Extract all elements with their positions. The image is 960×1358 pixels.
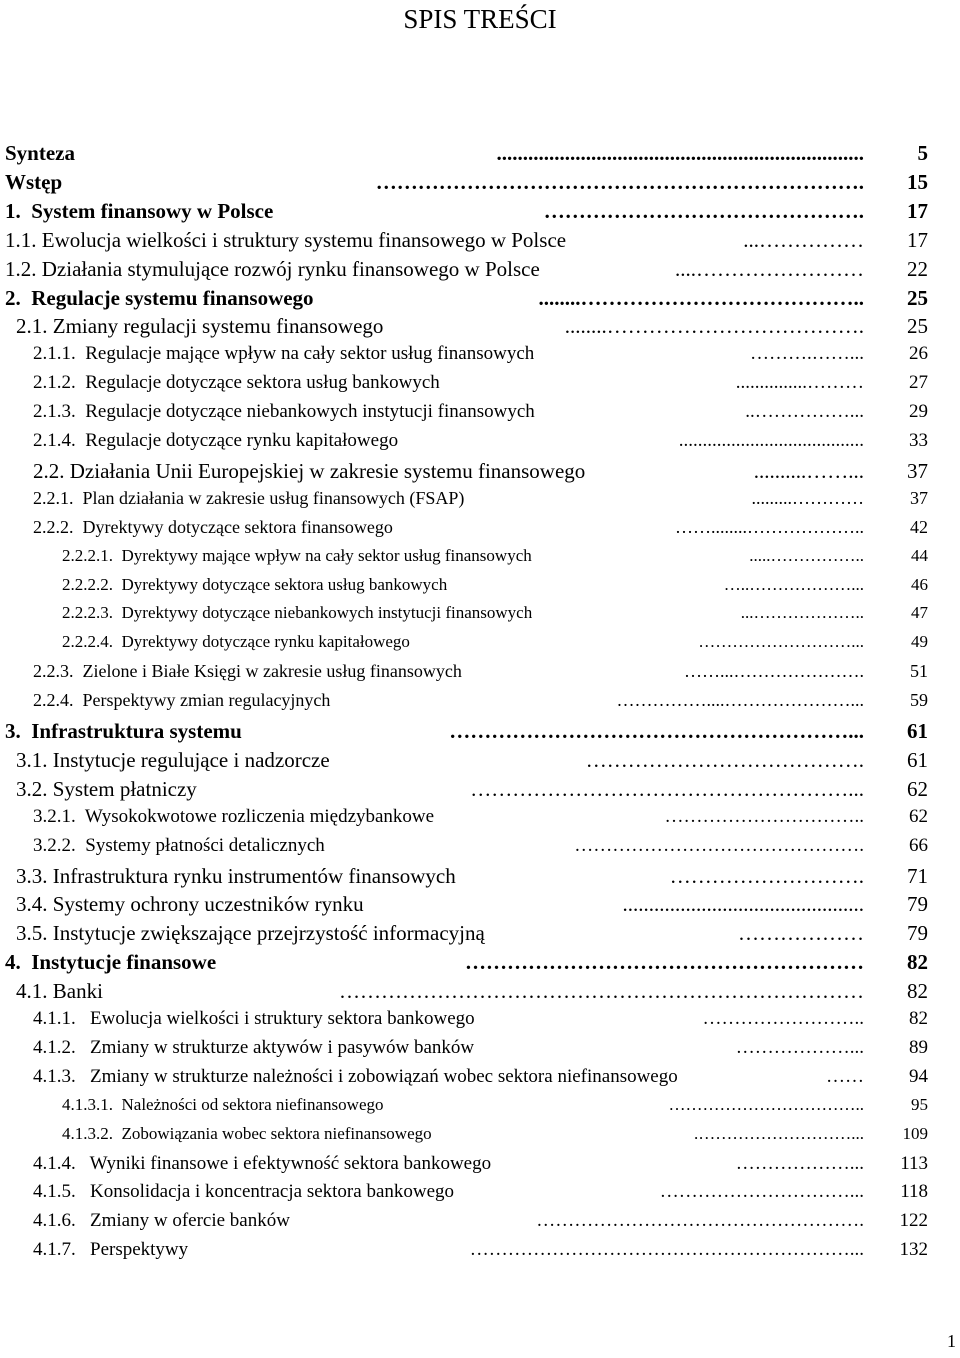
toc-entry-page: 51: [910, 661, 928, 682]
toc-entry[interactable]: [0, 170, 960, 199]
toc-entry[interactable]: [0, 1181, 960, 1210]
toc-entry-title: 4.1.7. Perspektywy: [33, 1239, 189, 1261]
toc-entry-leader: …………………………………………………………….: [370, 169, 864, 194]
toc-entry[interactable]: [0, 719, 960, 748]
toc-entry-title: 2.2.2.2. Dyrektywy dotyczące sektora usług bankowych: [62, 574, 448, 594]
toc-entry[interactable]: [0, 1066, 960, 1095]
toc-entry-page: 33: [909, 430, 928, 451]
toc-entry-page: 62: [909, 805, 928, 827]
toc-entry-title: 4.1.3.1. Należności od sektora niefinansowego: [62, 1094, 384, 1114]
toc-entry-title: 2. Regulacje systemu finansowego: [5, 285, 314, 310]
toc-entry-page: 37: [910, 487, 928, 508]
toc-entry-page: 122: [899, 1210, 928, 1232]
toc-entry-page: 25: [907, 314, 928, 339]
toc-entry[interactable]: [0, 459, 960, 488]
toc-entry-page: 61: [907, 747, 928, 772]
toc-entry[interactable]: [0, 1008, 960, 1037]
toc-entry-title: 4.1.6. Zmiany w ofercie banków: [33, 1210, 290, 1232]
toc-entry-leader: ……........………………..: [670, 516, 864, 537]
toc-entry-page: 94: [909, 1065, 928, 1087]
toc-entry[interactable]: [0, 1037, 960, 1066]
toc-entry-title: 4.1.5. Konsolidacja i koncentracja sektora bankowego: [33, 1181, 455, 1203]
toc-entry[interactable]: [0, 141, 960, 170]
toc-entry-leader: ……….……...: [745, 343, 864, 365]
toc-entry[interactable]: [0, 950, 960, 979]
toc-entry[interactable]: [0, 286, 960, 315]
toc-entry-title: 3.2.1. Wysokokwotowe rozliczenia międzybankowe: [33, 805, 435, 827]
toc-entry-page: 46: [911, 574, 928, 594]
toc-entry-leader: …………………………...: [655, 1181, 864, 1203]
toc-entry-leader: ……………………………………….: [569, 834, 864, 856]
toc-entry-title: 4.1. Banki: [16, 979, 103, 1004]
toc-entry-page: 25: [907, 285, 928, 310]
toc-entry-title: 2.1.3. Regulacje dotyczące niebankowych instytucji finansowych: [33, 401, 535, 423]
toc-entry-title: 3.3. Infrastruktura rynku instrumentów finansowych: [16, 863, 456, 888]
toc-entry-title: 1.1. Ewolucja wielkości i struktury systemu finansowego w Polsce: [5, 227, 567, 252]
toc-entry-page: 113: [900, 1152, 928, 1174]
toc-entry-title: 3.1. Instytucje regulujące i nadzorcze: [16, 747, 330, 772]
toc-entry[interactable]: [0, 488, 960, 517]
toc-entry[interactable]: [0, 1124, 960, 1153]
toc-entry[interactable]: [0, 372, 960, 401]
toc-entry-leader: ...……………: [738, 227, 864, 252]
toc-entry-page: 29: [909, 401, 928, 423]
toc-entry[interactable]: [0, 603, 960, 632]
toc-entry[interactable]: [0, 517, 960, 546]
page-title: SPIS TREŚCI: [403, 4, 557, 34]
toc-entry-leader: ………………………………………………...: [465, 776, 864, 801]
toc-entry-leader: …………………………………………………...: [444, 719, 864, 743]
toc-entry-page: 22: [907, 256, 928, 281]
toc-entry-title: 2.2.2.1. Dyrektywy mające wpływ na cały sektor usług finansowych: [62, 545, 532, 565]
toc-entry-leader: ..............................................: [617, 892, 864, 917]
toc-entry-title: 4.1.1. Ewolucja wielkości i struktury sektora bankowego: [33, 1008, 475, 1029]
toc-entry-page: 15: [907, 169, 928, 194]
toc-entry-leader: ........……………………………….: [564, 314, 864, 339]
toc-entry[interactable]: [0, 430, 960, 459]
toc-entry-title: 2.2. Działania Unii Europejskiej w zakresie systemu finansowego: [33, 458, 586, 483]
toc-entry-leader: …………………………………………………: [459, 950, 864, 975]
toc-entry-page: 66: [909, 834, 928, 856]
toc-entry-title: 2.2.2.3. Dyrektywy dotyczące niebankowych instytucji finansowych: [62, 603, 533, 623]
toc-entry-title: 2.2.2. Dyrektywy dotyczące sektora finansowego: [33, 516, 393, 537]
toc-entry-leader: …………………………………………….: [531, 1210, 864, 1232]
toc-entry[interactable]: [0, 806, 960, 835]
toc-entry-title: 1.2. Działania stymulujące rozwój rynku finansowego w Polsce: [5, 256, 540, 281]
toc-entry-title: 3. Infrastruktura systemu: [5, 719, 242, 743]
toc-entry[interactable]: [0, 632, 960, 661]
toc-entry-leader: …………………………..: [659, 805, 864, 827]
toc-entry-leader: …………………………………………………………………: [333, 979, 864, 1004]
toc-entry-leader: ...............………: [735, 372, 864, 394]
toc-entry[interactable]: [0, 401, 960, 430]
toc-entry-page: 37: [907, 458, 928, 483]
toc-entry[interactable]: [0, 546, 960, 575]
toc-entry-page: 27: [909, 372, 928, 394]
toc-entry-title: 3.5. Instytucje zwiększające przejrzystość informacyjną: [16, 921, 485, 946]
toc-entry-title: 2.2.1. Plan działania w zakresie usług finansowych (FSAP): [33, 487, 465, 508]
toc-entry-title: 4.1.3.2. Zobowiązania wobec sektora niefinansowego: [62, 1123, 432, 1143]
toc-entry-leader: ………………………………….: [580, 747, 864, 772]
toc-entry[interactable]: [0, 864, 960, 893]
toc-entry-leader: ……………………….: [664, 863, 864, 888]
toc-entry-leader: .………………………...: [689, 1123, 864, 1143]
toc-entry-title: 3.2.2. Systemy płatności detalicznych: [33, 834, 325, 856]
toc-entry[interactable]: [0, 777, 960, 806]
toc-entry-leader: ……: [821, 1065, 864, 1087]
toc-entry[interactable]: [0, 748, 960, 777]
toc-entry-page: 42: [910, 516, 928, 537]
toc-entry-title: 2.2.4. Perspektywy zmian regulacyjnych: [33, 690, 331, 711]
toc-entry-leader: .........…………: [751, 487, 864, 508]
toc-entry[interactable]: [0, 1239, 960, 1268]
toc-entry-page: 61: [907, 719, 928, 743]
toc-entry-title: 2.1.2. Regulacje dotyczące sektora usług bankowych: [33, 372, 440, 394]
toc-entry-page: 82: [907, 979, 928, 1004]
toc-entry[interactable]: [0, 661, 960, 690]
toc-entry-leader: ……………………………..: [664, 1094, 864, 1114]
toc-entry-leader: ...………………..: [736, 603, 864, 623]
toc-entry-page: 82: [909, 1008, 928, 1029]
toc-entry[interactable]: [0, 892, 960, 921]
toc-entry[interactable]: [0, 835, 960, 864]
toc-entry-leader: ……………………………………….: [538, 198, 864, 223]
toc-entry-leader: ..……………...: [745, 401, 864, 423]
toc-entry-page: 109: [902, 1123, 928, 1143]
toc-entry-title: Synteza: [5, 141, 75, 165]
toc-entry[interactable]: [0, 257, 960, 286]
toc-entry-page: 17: [907, 198, 928, 223]
toc-entry-page: 17: [907, 227, 928, 252]
toc-entry[interactable]: [0, 690, 960, 719]
toc-entry[interactable]: [0, 1210, 960, 1239]
toc-entry[interactable]: [0, 228, 960, 257]
toc-entry-leader: ………………………...: [694, 632, 864, 652]
toc-entry-leader: ……………………………………………………...: [465, 1239, 864, 1261]
toc-entry-title: Wstęp: [5, 169, 63, 194]
toc-entry-leader: .....……………..: [745, 545, 864, 565]
toc-entry-leader: ……………....…………………...: [612, 690, 864, 711]
toc-entry-leader: ....……………………: [669, 256, 864, 281]
toc-entry-page: 132: [899, 1239, 928, 1261]
toc-entry-page: 26: [909, 343, 928, 365]
toc-entry-title: 4.1.3. Zmiany w strukturze należności i zobowiązań wobec sektora niefinansowego: [33, 1065, 678, 1087]
toc-entry-page: 47: [911, 603, 928, 623]
toc-entry-title: 2.2.2.4. Dyrektywy dotyczące rynku kapitałowego: [62, 632, 410, 652]
toc-entry[interactable]: [0, 343, 960, 372]
toc-entry-title: 1. System finansowy w Polsce: [5, 198, 274, 223]
toc-entry-page: 82: [907, 950, 928, 975]
toc-entry[interactable]: [0, 314, 960, 343]
toc-entry-title: 2.1. Zmiany regulacji systemu finansowego: [16, 314, 384, 339]
toc-entry-leader: ..........……...: [753, 458, 864, 483]
toc-entry[interactable]: [0, 1095, 960, 1124]
toc-entry-title: 3.2. System płatniczy: [16, 776, 197, 801]
footer-page-number: 1: [947, 1331, 956, 1351]
toc-entry-title: 2.2.3. Zielone i Białe Księgi w zakresie usług finansowych: [33, 661, 462, 682]
toc-entry-page: 118: [900, 1181, 928, 1203]
toc-entry-leader: ………………: [732, 921, 864, 946]
toc-entry-title: 4.1.4. Wyniki finansowe i efektywność sektora bankowego: [33, 1152, 492, 1174]
toc-entry-leader: .......................................: [678, 430, 864, 451]
toc-entry[interactable]: [0, 199, 960, 228]
toc-entry-page: 59: [910, 690, 928, 711]
toc-entry-leader: ......................................................................: [496, 141, 864, 165]
toc-entry-leader: ……...………………….: [679, 661, 864, 682]
toc-entry-leader: ……………………..: [697, 1008, 864, 1029]
toc-entry-leader: …..………………...: [719, 574, 864, 594]
toc-entry-page: 79: [907, 892, 928, 917]
toc-entry-page: 44: [911, 545, 928, 565]
toc-entry-leader: ........…………………………………..: [538, 285, 864, 310]
toc-entry-page: 79: [907, 921, 928, 946]
toc-entry-title: 3.4. Systemy ochrony uczestników rynku: [16, 892, 364, 917]
toc-entry-page: 89: [909, 1036, 928, 1058]
toc-entry[interactable]: [0, 921, 960, 950]
toc-entry-leader: ………………...: [731, 1036, 864, 1058]
toc-entry-title: 4. Instytucje finansowe: [5, 950, 217, 975]
toc-entry[interactable]: [0, 1153, 960, 1182]
toc-entry-page: 95: [911, 1094, 928, 1114]
toc-entry-page: 71: [907, 863, 928, 888]
toc-entry-title: 4.1.2. Zmiany w strukturze aktywów i pasywów banków: [33, 1036, 475, 1058]
toc-entry[interactable]: [0, 575, 960, 604]
toc-entry-leader: ………………...: [731, 1152, 864, 1174]
toc-entry-page: 49: [911, 632, 928, 652]
toc-entry-title: 2.1.1. Regulacje mające wpływ na cały sektor usług finansowych: [33, 343, 535, 365]
toc-entry-page: 5: [917, 141, 928, 165]
toc-entry[interactable]: [0, 979, 960, 1008]
toc-entry-title: 2.1.4. Regulacje dotyczące rynku kapitałowego: [33, 430, 399, 451]
toc-entry-page: 62: [907, 776, 928, 801]
